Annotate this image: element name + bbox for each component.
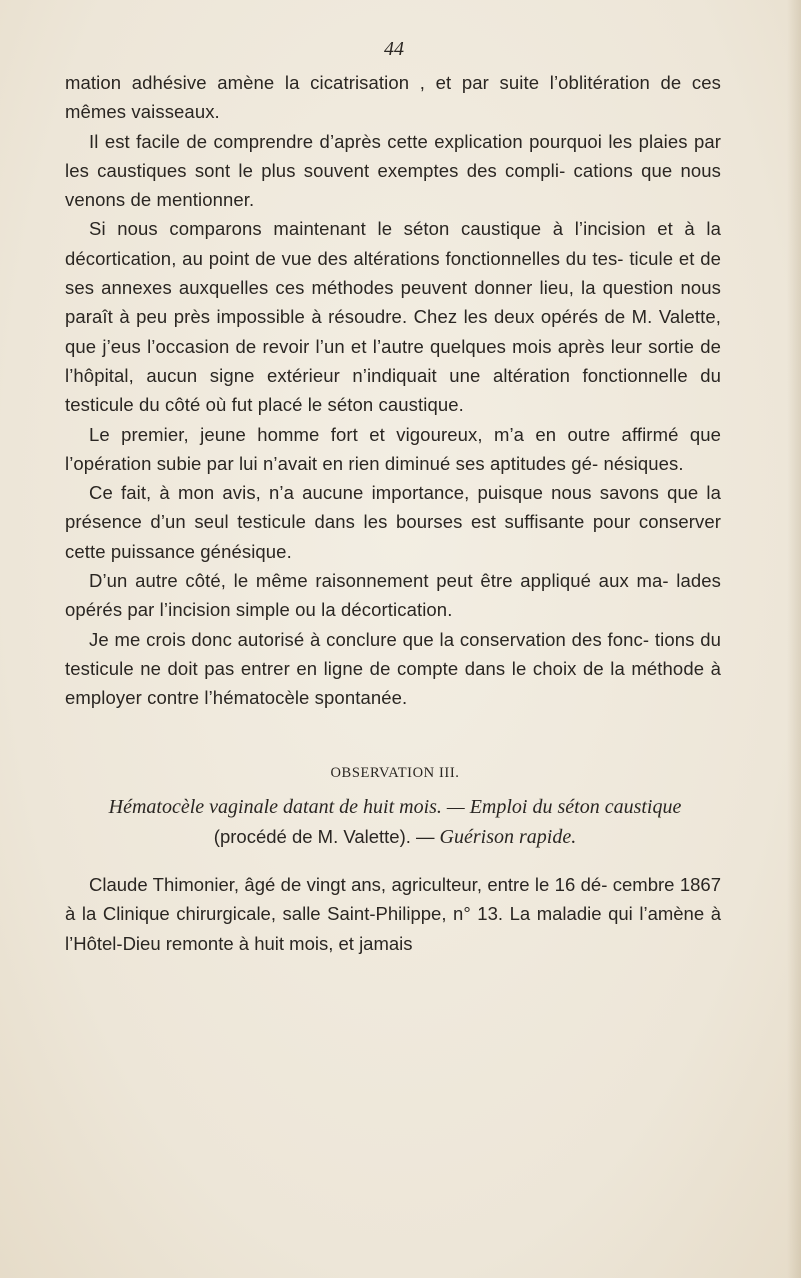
main-text xyxy=(65,68,721,713)
paragraph: Je me crois donc autorisé à conclure que la conservation des fonc- tions du testicule ne doit pas entrer en ligne de compte dans le choix de la méthode à employer contre l’hématocèle spontanée. xyxy=(65,628,721,709)
paragraph: Le premier, jeune homme fort et vigoureux, m’a en outre affirmé que l’opération subie par lui n’avait en rien diminué ses aptitudes gé- nésiques. xyxy=(65,423,721,474)
paragraph: Ce fait, à mon avis, n’a aucune importance, puisque nous savons que la présence d’un seul testicule dans les bourses est suffisante pour conserver cette puissance génésique. xyxy=(65,482,721,562)
observation-header xyxy=(65,765,725,852)
paragraph: mation adhésive amène la cicatrisation , et par suite l’oblitération de ces mêmes vaisseaux. xyxy=(65,72,721,123)
observation-subtitle-line1: Hématocèle vaginale datant de huit mois. — Emploi du séton caustique xyxy=(108,796,682,818)
subtitle-italic: Guérison rapide. xyxy=(439,826,577,848)
page-edge-shadow xyxy=(787,0,801,1278)
page-number: 44 xyxy=(384,38,404,60)
paragraph: Si nous comparons maintenant le séton caustique à l’incision et à la décortication, au point de vue des altérations fonctionnelles du tes- ticule et de ses annexes auxquelles ces méthodes peuvent donner lieu, la question nous paraît à peu près impossible à résoudre. Chez les deux opérés de M. Valette, que j’eus l’occasion de revoir l’un et l’autre quelques mois après leur sortie de l’hôpital, aucun signe extérieur n’indiquait une altération fonctionnelle du testicule du côté où fut placé le séton caustique. xyxy=(65,218,721,416)
observation-subtitle-line2 xyxy=(65,822,725,852)
observation-heading: OBSERVATION III. xyxy=(330,765,460,781)
paragraph: D’un autre côté, le même raisonnement peut être appliqué aux ma- lades opérés par l’incision simple ou la décortication. xyxy=(65,570,721,621)
observation-text xyxy=(65,870,721,958)
paragraph: Il est facile de comprendre d’après cette explication pourquoi les plaies par les caustiques sont le plus souvent exemptes des compli- cations que nous venons de mentionner. xyxy=(65,130,721,211)
paragraph: Claude Thimonier, âgé de vingt ans, agriculteur, entre le 16 dé- cembre 1867 à la Clinique chirurgicale, salle Saint-Philippe, n° 13. La maladie qui l’amène à l’Hôtel-Dieu remonte à huit mois, et jamais xyxy=(65,874,721,954)
subtitle-prefix: (procédé de M. Valette). — xyxy=(213,826,435,847)
